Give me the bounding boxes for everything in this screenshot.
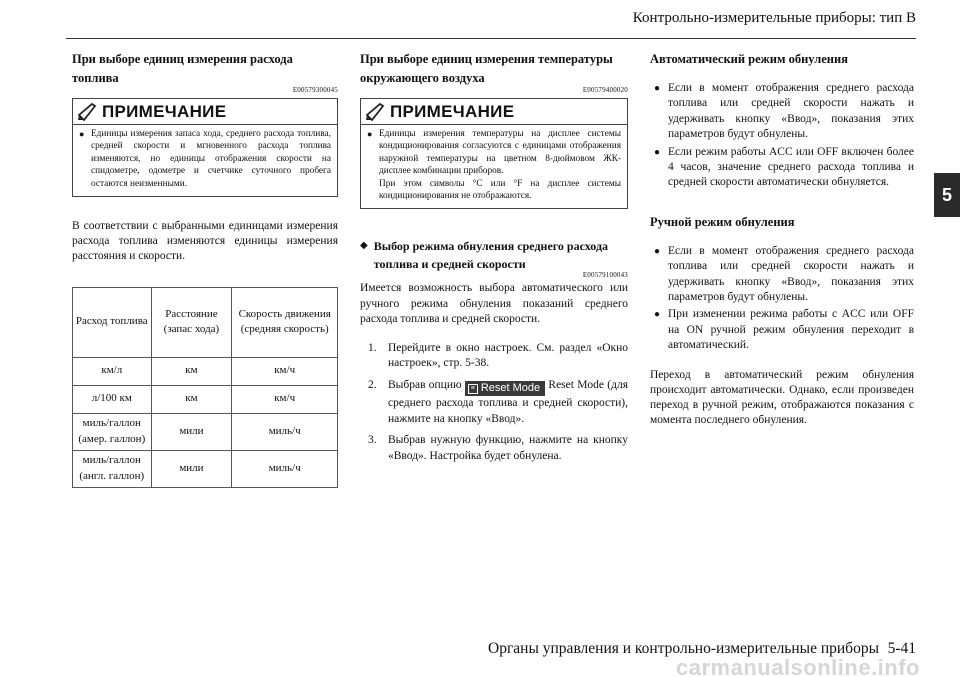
reset-mode-paragraph: Имеется возможность выбора автоматического или ручного режима обнуления показаний среднего расхода топлива и средней скорости.: [360, 282, 628, 325]
reset-mode-chip-label: Reset Mode: [480, 382, 541, 395]
table-cell: л/100 км: [73, 385, 152, 413]
fuel-units-code: E00579300045: [292, 86, 338, 94]
step-text: Выбрав нужную функцию, нажмите на кнопку «Ввод». Настройка будет обнулена.: [388, 434, 628, 462]
note-item: ● Единицы измерения запаса хода, среднего расхода топлива, средней скорости и мгновенного расхода топлива изменяются, но единицы отображения скорости на спидометре, одометре и счетчике суточного пробега остаются неизменными.: [79, 128, 331, 190]
note-header: [361, 99, 627, 124]
table-cell: миль/ч: [232, 450, 338, 487]
table-cell: миль/галлон (англ. галлон): [73, 450, 152, 487]
reset-mode-heading: [360, 237, 628, 273]
temp-units-heading: При выборе единиц измерения температуры окружающего воздуха: [360, 52, 613, 85]
list-item: ● При изменении режима работы с ACC или OFF на ON ручной режим обнуления переходит в автоматический.: [650, 307, 914, 353]
manual-reset-list: [650, 244, 914, 354]
list-item: [368, 378, 628, 427]
left-column: [72, 50, 338, 488]
list-item: ● Если в момент отображения среднего расхода топлива или средней скорости нажать и удерживать кнопку «Ввод», показания этих параметров будут обнулены.: [650, 81, 914, 143]
reset-mode-chip: [465, 381, 545, 396]
reset-mode-heading-text: Выбор режима обнуления среднего расхода топлива и средней скорости: [373, 239, 609, 272]
table-header-cell: Скорость движения (средняя скорость): [232, 287, 338, 357]
right-column: [650, 50, 914, 429]
temp-units-code: E00579400020: [582, 86, 628, 94]
step-text-pre: Выбрав опцию: [388, 378, 462, 391]
note-pencil-icon: [77, 103, 97, 121]
step-number: 1.: [368, 342, 377, 355]
table-cell: миль/галлон (амер. галлон): [73, 413, 152, 450]
note-pencil-icon: [365, 103, 385, 121]
note-item: [367, 128, 621, 202]
reset-transition-paragraph: Переход в автоматический режим обнуления происходит автоматически. Однако, если произведен переход в ручной режим, отображаются показания с момента последнего обнуления.: [650, 368, 914, 427]
list-item: [368, 341, 628, 372]
table-cell: км: [151, 357, 232, 385]
middle-column: [360, 50, 628, 470]
manual-reset-heading: Ручной режим обнуления: [650, 214, 795, 229]
table-row: [73, 413, 338, 450]
table-header-cell: Расстояние (запас хода): [151, 287, 232, 357]
auto-reset-heading: Автоматический режим обнуления: [650, 52, 848, 66]
note-title: ПРИМЕЧАНИЕ: [390, 102, 515, 121]
table-header-cell: Расход топлива: [73, 287, 152, 357]
table-cell: мили: [151, 413, 232, 450]
step-text-post: Reset Mode (для среднего расхода топлива и средней скорости), нажмите на кнопку «Ввод».: [388, 378, 628, 425]
table-header-row: [73, 287, 338, 357]
auto-reset-list: [650, 81, 914, 191]
units-table: [72, 287, 338, 488]
note-body: [73, 124, 337, 196]
fuel-units-paragraph: В соответствии с выбранными единицами измерения расхода топлива изменяются единицы измерения расстояния и скорости.: [72, 220, 338, 263]
step-number: 3.: [368, 434, 377, 447]
table-cell: км/ч: [232, 385, 338, 413]
step-number: 2.: [368, 378, 377, 391]
note-text: При этом символы °С или °F на дисплее системы кондиционирования не отображаются.: [379, 178, 621, 202]
note-box-fuel: [72, 98, 338, 197]
table-cell: км/ч: [232, 357, 338, 385]
table-row: [73, 385, 338, 413]
steps-list: [360, 341, 628, 464]
note-text: ● Единицы измерения температуры на дисплее системы кондиционирования согласуются с единицами отображения наружной температуры на цветном 8-дюймовом ЖК-дисплее комбинации приборов.: [379, 129, 621, 177]
header-title: Контрольно-измерительные приборы: тип B: [632, 10, 916, 26]
table-cell: км/л: [73, 357, 152, 385]
footer-section-title: Органы управления и контрольно-измерительные приборы: [488, 640, 879, 657]
list-item: ● Если режим работы ACC или OFF включен более 4 часов, значение среднего расхода топлива и средней скорости автоматически обнуляется.: [650, 145, 914, 191]
fuel-units-heading: При выборе единиц измерения расхода топлива: [72, 52, 293, 85]
step-text: [388, 378, 628, 427]
list-item: ● Если в момент отображения среднего расхода топлива или средней скорости нажать и удерживать кнопку «Ввод», показания этих параметров будут обнулены.: [650, 244, 914, 306]
note-header: [73, 99, 337, 124]
table-row: [73, 450, 338, 487]
diamond-icon: ◆: [360, 240, 368, 252]
table-cell: км: [151, 385, 232, 413]
page-number: 5-41: [887, 640, 916, 657]
header-rule: [66, 38, 916, 39]
note-title: ПРИМЕЧАНИЕ: [102, 102, 227, 121]
note-box-temp: [360, 98, 628, 209]
list-item: [368, 433, 628, 464]
table-cell: мили: [151, 450, 232, 487]
note-body: [361, 124, 627, 208]
chapter-tab: 5: [934, 173, 960, 217]
table-cell: миль/ч: [232, 413, 338, 450]
reset-mode-code: E00579100043: [582, 271, 628, 280]
table-row: [73, 357, 338, 385]
step-text: Перейдите в окно настроек. См. раздел «Окно настроек», стр. 5-38.: [388, 342, 628, 370]
document-icon: ≡: [468, 384, 478, 394]
watermark: carmanualsonline.info: [676, 655, 920, 677]
